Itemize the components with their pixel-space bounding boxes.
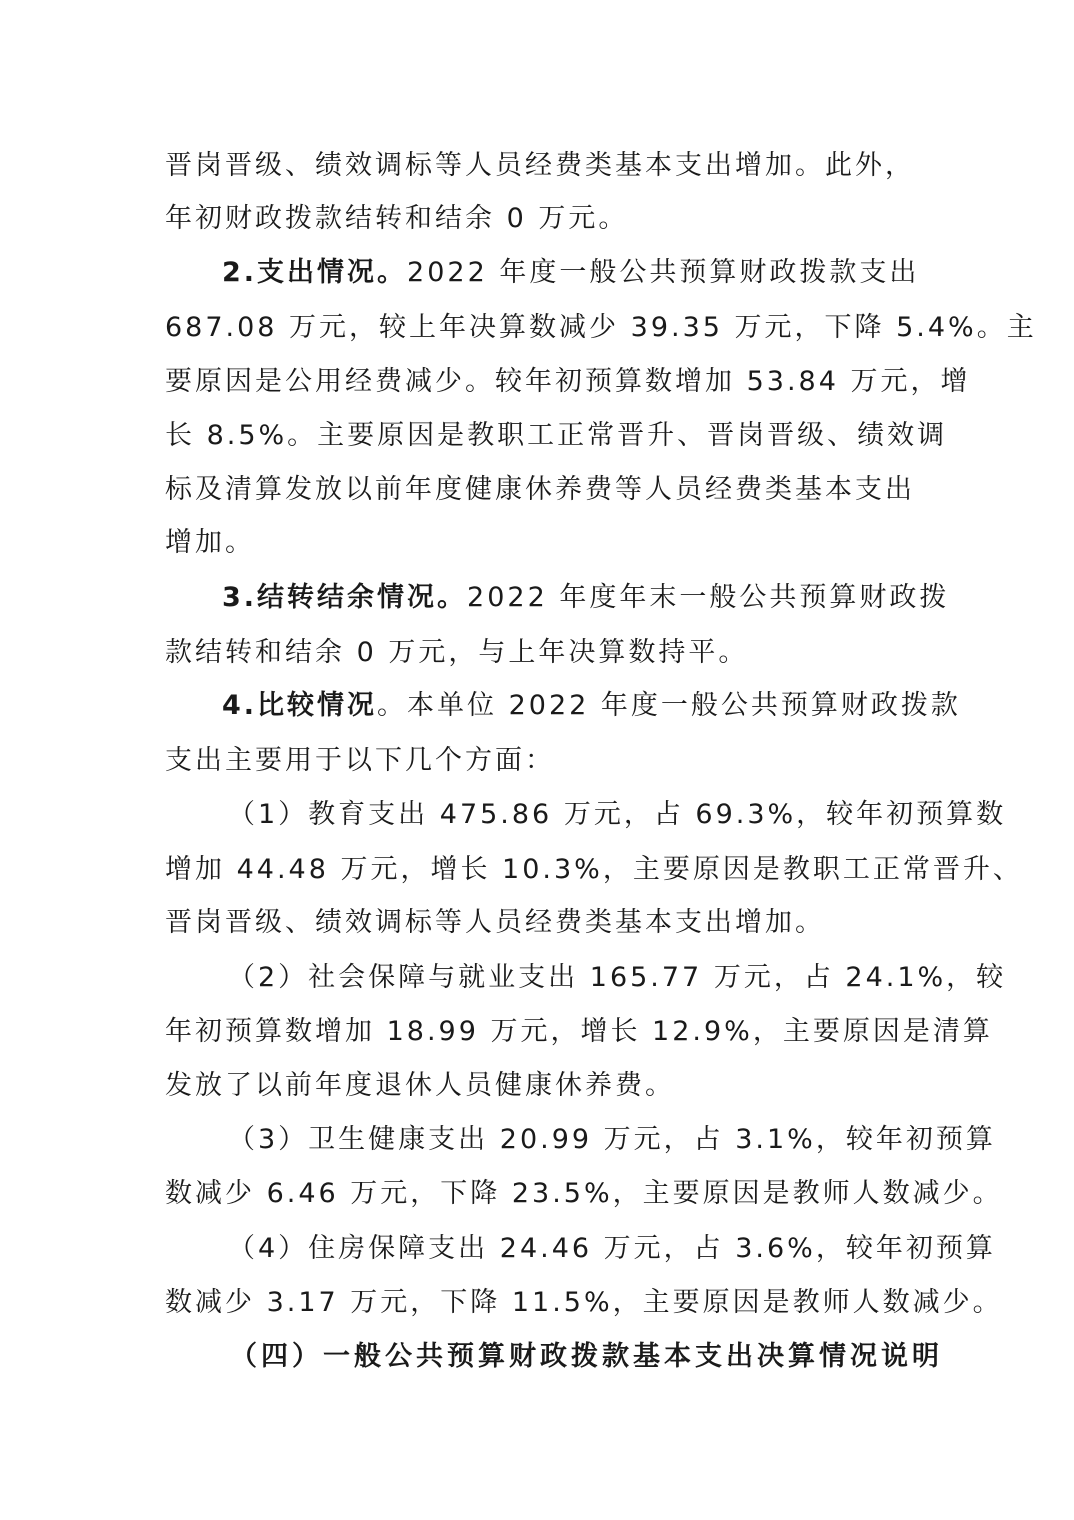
paragraph-line: 数减少 3.17 万元，下降 11.5%，主要原因是教师人数减少。 xyxy=(165,1287,1003,1318)
paragraph-line: （3）卫生健康支出 20.99 万元，占 3.1%，较年初预算 xyxy=(228,1124,996,1155)
paragraph-line: 年初预算数增加 18.99 万元，增长 12.9%，主要原因是清算 xyxy=(165,1016,993,1047)
paragraph-line xyxy=(222,580,949,616)
paragraph-line: 687.08 万元，较上年决算数减少 39.35 万元，下降 5.4%。主 xyxy=(165,312,1037,343)
paragraph-text: 2022 年度年末一般公共预算财政拨 xyxy=(467,582,950,613)
subheading-expenditure: 2.支出情况。 xyxy=(222,257,408,288)
subheading-carryover: 3.结转结余情况。 xyxy=(222,582,468,613)
paragraph-line: 支出主要用于以下几个方面： xyxy=(165,745,555,776)
paragraph-line: 数减少 6.46 万元，下降 23.5%，主要原因是教师人数减少。 xyxy=(165,1178,1003,1209)
paragraph-line: 增加 44.48 万元，增长 10.3%，主要原因是教职工正常晋升、 xyxy=(165,854,1023,885)
paragraph-line: 要原因是公用经费减少。较年初预算数增加 53.84 万元，增 xyxy=(165,366,971,397)
paragraph-line: 晋岗晋级、绩效调标等人员经费类基本支出增加。此外， xyxy=(165,150,915,181)
paragraph-text: 2022 年度一般公共预算财政拨款支出 xyxy=(407,257,920,288)
paragraph-line: （2）社会保障与就业支出 165.77 万元，占 24.1%，较 xyxy=(228,962,1007,993)
section-heading: （四）一般公共预算财政拨款基本支出决算情况说明 xyxy=(230,1341,943,1372)
paragraph-line: 增加。 xyxy=(165,527,255,558)
paragraph-line: 年初财政拨款结转和结余 0 万元。 xyxy=(165,203,629,234)
paragraph-line: 晋岗晋级、绩效调标等人员经费类基本支出增加。 xyxy=(165,907,825,938)
paragraph-line: 长 8.5%。主要原因是教职工正常晋升、晋岗晋级、绩效调 xyxy=(165,420,948,451)
paragraph-line: 发放了以前年度退休人员健康休养费。 xyxy=(165,1070,675,1101)
paragraph-line: （1）教育支出 475.86 万元，占 69.3%，较年初预算数 xyxy=(228,799,1007,830)
paragraph-text: 。本单位 2022 年度一般公共预算财政拨款 xyxy=(377,690,961,721)
paragraph-line: （4）住房保障支出 24.46 万元，占 3.6%，较年初预算 xyxy=(228,1233,996,1264)
paragraph-line: 标及清算发放以前年度健康休养费等人员经费类基本支出 xyxy=(165,474,915,505)
paragraph-line xyxy=(222,255,919,291)
paragraph-line: 款结转和结余 0 万元，与上年决算数持平。 xyxy=(165,637,749,668)
paragraph-line xyxy=(222,688,961,724)
subheading-comparison: 4.比较情况 xyxy=(222,690,378,721)
